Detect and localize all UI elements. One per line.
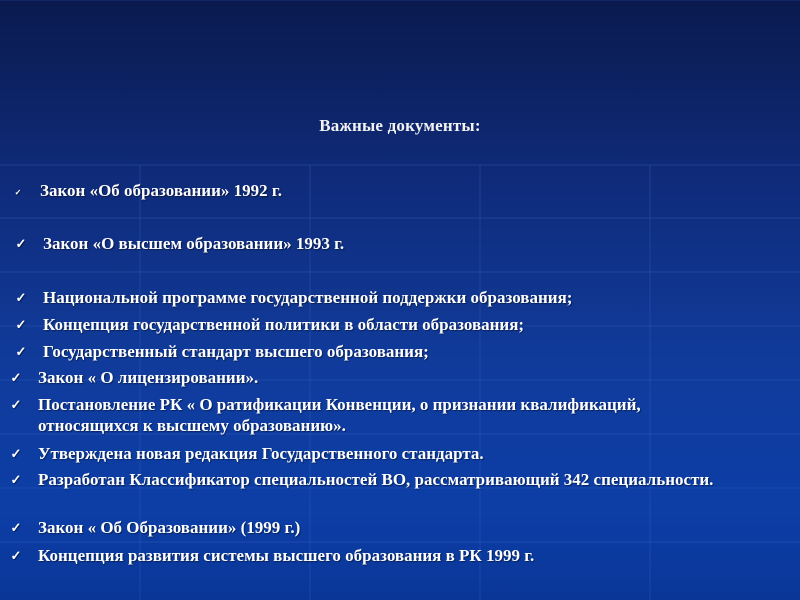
list-item-text: Концепция развития системы высшего образования в РК 1999 г. <box>38 546 535 565</box>
list-item-text: Государственный стандарт высшего образования; <box>43 342 429 361</box>
checkmark-icon: ✓ <box>15 290 27 305</box>
checkmark-icon: ✓ <box>10 446 22 461</box>
list-item <box>10 545 762 566</box>
checkmark-icon: ✓ <box>10 472 22 487</box>
list-item <box>15 341 762 362</box>
list-item-text: Разработан Классификатор специальностей ВО, рассматривающий 342 специальности. <box>38 470 714 489</box>
list-item-text: Национальной программе государственной поддержки образования; <box>43 288 573 307</box>
checkmark-icon: ✓ <box>10 548 22 563</box>
list-item <box>10 443 762 464</box>
list-item <box>15 287 762 308</box>
list-item-text: Концепция государственной политики в области образования; <box>43 315 525 334</box>
checkmark-icon: ✓ <box>15 236 27 251</box>
checkmark-icon: ✓ <box>10 370 22 385</box>
checkmark-icon: ✓ <box>15 344 27 359</box>
list-item <box>10 517 762 538</box>
checkmark-icon: ✓ <box>10 397 22 412</box>
list-item-text: Закон «О высшем образовании» 1993 г. <box>43 234 345 253</box>
list-item-text: Закон « Об Образовании» (1999 г.) <box>38 518 301 537</box>
slide-title: Важные документы: <box>319 116 481 135</box>
list-item-text: Постановление РК « О ратификации Конвенции, о признании квалификаций, относящихся к высшему образованию». <box>38 395 641 435</box>
checkmark-icon: ✓ <box>15 317 27 332</box>
list-item-text: Утверждена новая редакция Государственного стандарта. <box>38 444 484 463</box>
checkmark-icon: ✓ <box>14 188 22 197</box>
list-item <box>15 233 762 254</box>
list-item <box>15 314 762 335</box>
list-item <box>14 180 762 201</box>
list-item-text: Закон «Об образовании» 1992 г. <box>40 181 282 200</box>
list-item <box>10 367 762 388</box>
list-item <box>10 394 705 436</box>
list-item <box>10 469 732 490</box>
list-item-text: Закон « О лицензировании». <box>38 368 259 387</box>
checkmark-icon: ✓ <box>10 520 22 535</box>
